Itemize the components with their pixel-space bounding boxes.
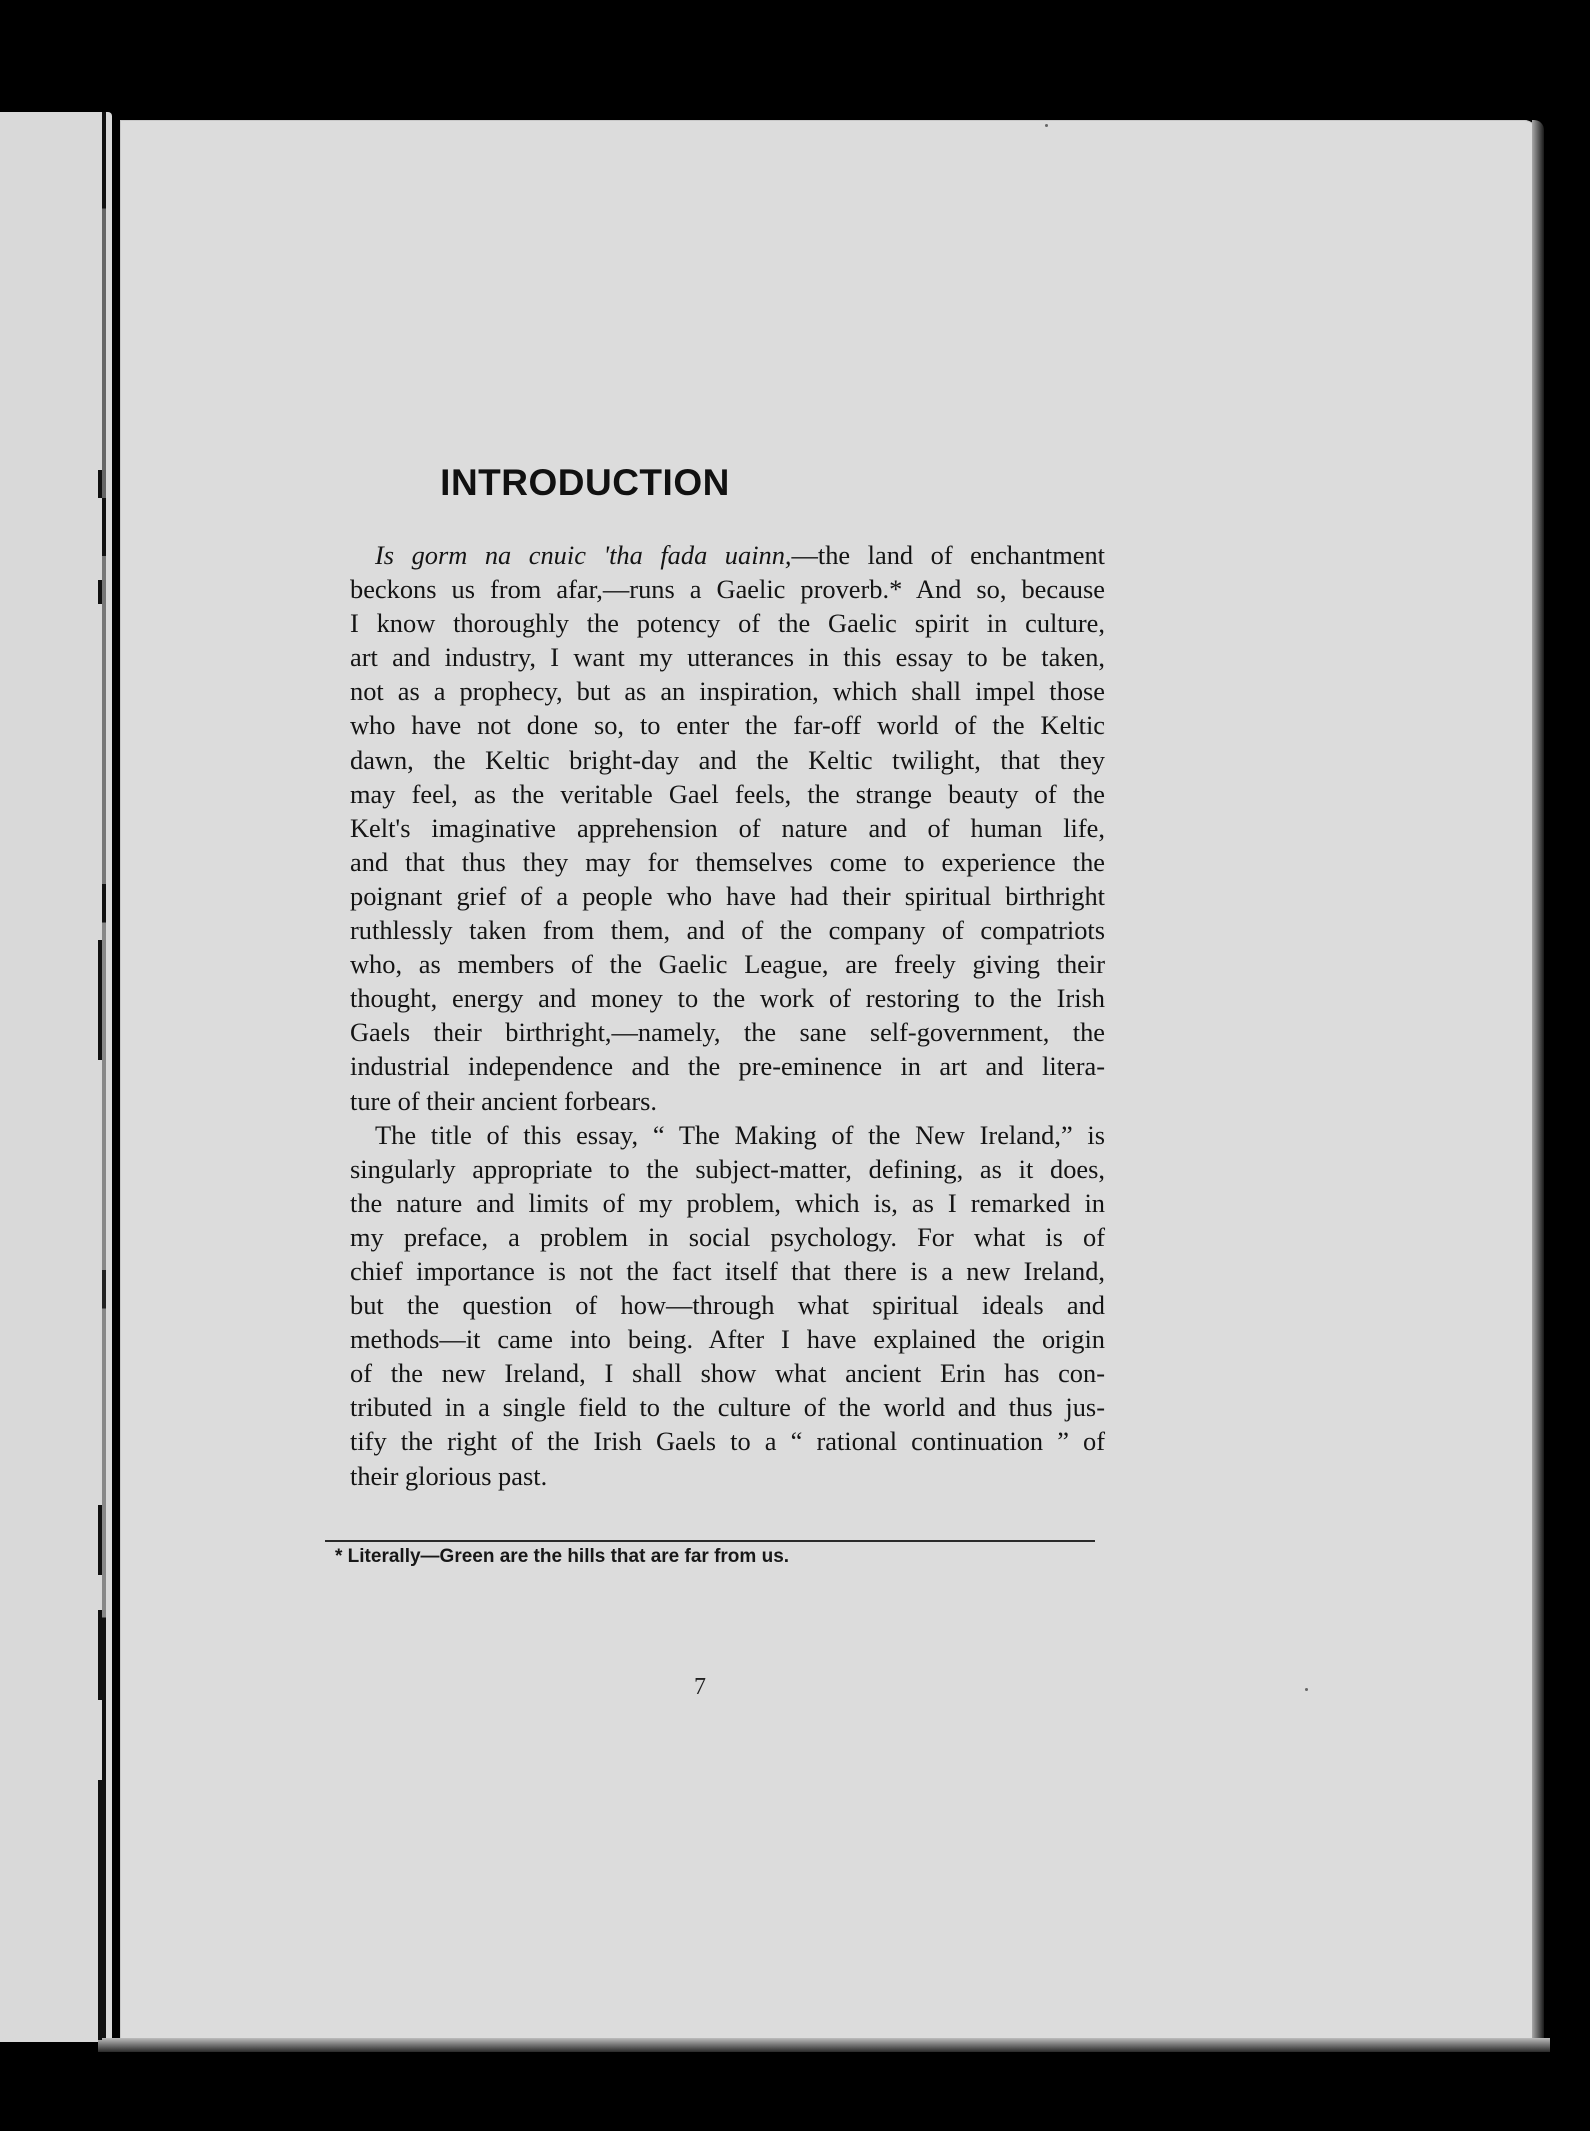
text-line: thought, energy and money to the work of restoring to the Irish xyxy=(350,983,1105,1014)
text-line: poignant grief of a people who have had their spiritual birthright xyxy=(350,880,1105,911)
text-line: not as a prophecy, but as an inspiration, which shall impel those xyxy=(350,676,1105,707)
introduction-body xyxy=(325,538,1105,1493)
page-speck xyxy=(1045,124,1048,127)
text-line: industrial independence and the pre-eminence in art and litera- xyxy=(350,1051,1105,1082)
binding-mark xyxy=(98,1505,102,1575)
text-line xyxy=(325,538,1105,572)
paragraph-1 xyxy=(325,538,1105,1118)
text-line: dawn, the Keltic bright-day and the Keltic twilight, that they xyxy=(350,744,1105,775)
binding-mark xyxy=(98,1780,102,2040)
page-title: INTRODUCTION xyxy=(440,462,730,503)
text-line: Kelt's imaginative apprehension of nature and of human life, xyxy=(350,812,1105,843)
text-line: singularly appropriate to the subject-matter, defining, as it does, xyxy=(350,1153,1105,1184)
text-line: their glorious past. xyxy=(350,1460,548,1491)
text-line: beckons us from afar,—runs a Gaelic proverb.* And so, because xyxy=(350,574,1105,605)
text-line: The title of this essay, “ The Making of the New Ireland,” is xyxy=(375,1119,1105,1150)
text-line: I know thoroughly the potency of the Gaelic spirit in culture, xyxy=(350,608,1105,639)
page-number: 7 xyxy=(694,1674,706,1700)
text-line: my preface, a problem in social psychology. For what is of xyxy=(350,1221,1105,1252)
text-line: of the new Ireland, I shall show what ancient Erin has con- xyxy=(350,1358,1105,1389)
page-speck xyxy=(1305,1688,1308,1691)
text-line: and that thus they may for themselves come to experience the xyxy=(350,846,1105,877)
footnote-divider xyxy=(325,1540,1095,1542)
text-line: ture of their ancient forbears. xyxy=(350,1085,658,1116)
page-right-shadow xyxy=(1532,120,1544,2045)
text-line: chief importance is not the fact itself that there is a new Ireland, xyxy=(350,1255,1105,1286)
text-line: but the question of how—through what spiritual ideals and xyxy=(350,1290,1105,1321)
text-line: who have not done so, to enter the far-off world of the Keltic xyxy=(350,710,1105,741)
text-line: ruthlessly taken from them, and of the company of compatriots xyxy=(350,915,1105,946)
binding-mark xyxy=(98,580,102,604)
text-line: tify the right of the Irish Gaels to a “ rational continuation ” of xyxy=(350,1426,1105,1457)
binding-mark xyxy=(98,1610,102,1700)
text-line: methods—it came into being. After I have explained the origin xyxy=(350,1324,1105,1355)
text-line-rest: —the land of enchantment xyxy=(791,540,1105,570)
binding-mark xyxy=(98,940,102,1060)
page-bottom-shadow xyxy=(98,2038,1550,2052)
text-line: who, as members of the Gaelic League, are freely giving their xyxy=(350,949,1105,980)
footnote: * Literally—Green are the hills that are far from us. xyxy=(335,1546,790,1567)
text-line: may feel, as the veritable Gael feels, the strange beauty of the xyxy=(350,778,1105,809)
text-line: the nature and limits of my problem, which is, as I remarked in xyxy=(350,1187,1105,1218)
text-line: Gaels their birthright,—namely, the sane self-government, the xyxy=(350,1017,1105,1048)
binding-mark xyxy=(98,470,102,498)
text-line: tributed in a single field to the culture of the world and thus jus- xyxy=(350,1392,1105,1423)
gaelic-proverb: Is gorm na cnuic 'tha fada uainn, xyxy=(375,540,792,570)
left-page-edge xyxy=(0,112,112,2042)
text-line: art and industry, I want my utterances in this essay to be taken, xyxy=(350,642,1105,673)
paragraph-2 xyxy=(325,1118,1105,1493)
